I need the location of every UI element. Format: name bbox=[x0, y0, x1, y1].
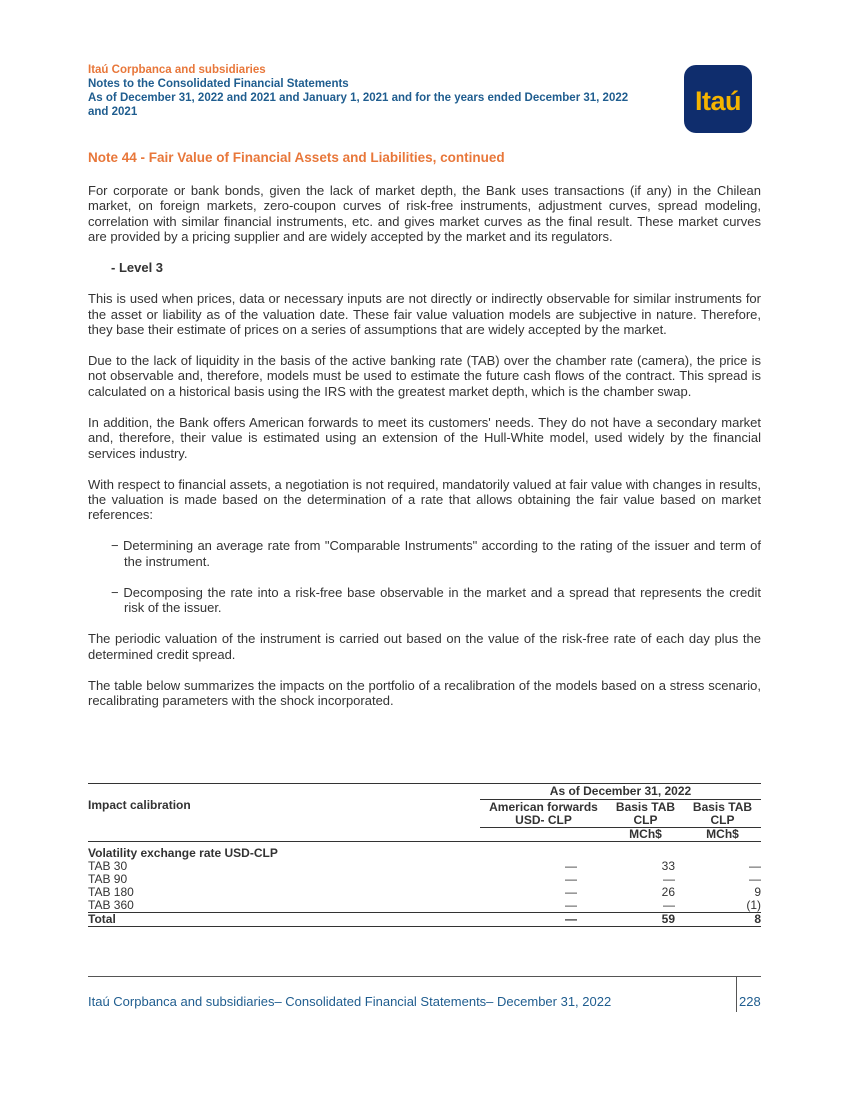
note-title: Note 44 - Fair Value of Financial Assets and Liabilities, continued bbox=[88, 150, 505, 165]
bullet-item: − Determining an average rate from "Comparable Instruments" according to the rating of the issuer and term of the instrument. bbox=[111, 538, 761, 569]
paragraph: With respect to financial assets, a negotiation is not required, mandatorily valued at fair value with changes in results, the valuation is made based on the determination of a rate that allows obtaining the fair value based on market references: bbox=[88, 476, 761, 523]
cell: 9 bbox=[754, 885, 761, 899]
total-label: Total bbox=[88, 912, 116, 926]
page-number: 228 bbox=[739, 994, 761, 1009]
col-header-american-forwards-1: American forwards bbox=[489, 800, 598, 814]
document-header bbox=[88, 63, 688, 119]
col-header-clp-2: CLP bbox=[684, 814, 761, 828]
col-header-american-forwards-2: USD- CLP bbox=[480, 814, 607, 828]
footer-divider bbox=[88, 976, 761, 977]
paragraph: This is used when prices, data or necessary inputs are not directly or indirectly observable for similar instruments for the asset or liability as of the valuation date. These fair value valuation models are subjective in nature. Therefore, they base their estimate of prices on a series of assumptions that are widely accepted by the market. bbox=[88, 291, 761, 338]
paragraph: The table below summarizes the impacts on the portfolio of a recalibration of the models based on a stress scenario, recalibrating parameters with the shock incorporated. bbox=[88, 677, 761, 709]
cell: 26 bbox=[661, 885, 675, 899]
table-row bbox=[88, 899, 761, 913]
footer-page-divider bbox=[736, 976, 737, 1012]
paragraph: For corporate or bank bonds, given the lack of market depth, the Bank uses transactions (if any) in the Chilean market, on foreign markets, zero-coupon curves of risk-free instruments, adjustment curves, spread modeling, correlation with similar financial instruments, etc. and gives market curves as the final result. These market curves are provided by a pricing supplier and are widely accepted by the market and its regulators. bbox=[88, 183, 761, 245]
level-3-heading: - Level 3 bbox=[111, 260, 164, 276]
paragraph: The periodic valuation of the instrument is carried out based on the value of the risk-free rate of each day plus the determined credit spread. bbox=[88, 631, 761, 662]
cell: — bbox=[565, 898, 577, 912]
header-period-line1: As of December 31, 2022 and 2021 and January 1, 2021 and for the years ended December 31, 2022 bbox=[88, 92, 629, 104]
company-name: Itaú Corpbanca and subsidiaries bbox=[88, 64, 266, 76]
cell: — bbox=[749, 872, 761, 886]
cell: — bbox=[749, 859, 761, 873]
unit-label: MCh$ bbox=[607, 828, 684, 842]
period-header: As of December 31, 2022 bbox=[480, 784, 761, 800]
paragraph: Due to the lack of liquidity in the basis of the active banking rate (TAB) over the chamber rate (camera), the price is not observable and, therefore, models must be used to estimate the future cash flows of the contract. This spread is calculated on a historical basis using the IRS with the greatest market depth, which is the chamber swap. bbox=[88, 353, 761, 399]
row-label: TAB 360 bbox=[88, 898, 134, 912]
cell: 33 bbox=[661, 859, 675, 873]
body-content bbox=[88, 183, 761, 724]
row-label: TAB 180 bbox=[88, 885, 134, 899]
col-header-clp-1: CLP bbox=[607, 814, 684, 828]
paragraph: In addition, the Bank offers American forwards to meet its customers' needs. They do not have a secondary market and, therefore, their value is estimated using an extension of the Hull-White model, used widely by the financial services industry. bbox=[88, 414, 761, 461]
col-header-basis-tab-1: Basis TAB bbox=[615, 800, 676, 814]
cell: — bbox=[565, 885, 577, 899]
table-row bbox=[88, 860, 761, 873]
cell: — bbox=[663, 898, 675, 912]
cell: — bbox=[565, 872, 577, 886]
cell: — bbox=[565, 912, 577, 926]
row-label: TAB 90 bbox=[88, 872, 128, 886]
header-period-line2: and 2021 bbox=[88, 106, 138, 118]
table-row-header: Impact calibration bbox=[88, 798, 191, 813]
unit-label: MCh$ bbox=[684, 828, 761, 842]
table-row bbox=[88, 886, 761, 899]
cell: — bbox=[663, 872, 675, 886]
itau-logo bbox=[684, 65, 752, 133]
table-row bbox=[88, 873, 761, 886]
total-row bbox=[88, 913, 761, 927]
cell: 8 bbox=[754, 912, 761, 926]
col-header-basis-tab-2: Basis TAB bbox=[692, 800, 753, 814]
cell: 59 bbox=[661, 912, 675, 926]
section-label: Volatility exchange rate USD-CLP bbox=[88, 846, 278, 860]
impact-calibration-table bbox=[88, 783, 761, 927]
row-label: TAB 30 bbox=[88, 859, 128, 873]
bullet-item: − Decomposing the rate into a risk-free base observable in the market and a spread that represents the credit risk of the issuer. bbox=[111, 584, 761, 616]
cell: (1) bbox=[746, 898, 761, 912]
header-subtitle: Notes to the Consolidated Financial Statements bbox=[88, 78, 349, 90]
logo-text: Itaú bbox=[694, 85, 741, 116]
cell: — bbox=[565, 859, 577, 873]
footer-text: Itaú Corpbanca and subsidiaries– Consolidated Financial Statements– December 31, 2022 bbox=[88, 994, 612, 1009]
